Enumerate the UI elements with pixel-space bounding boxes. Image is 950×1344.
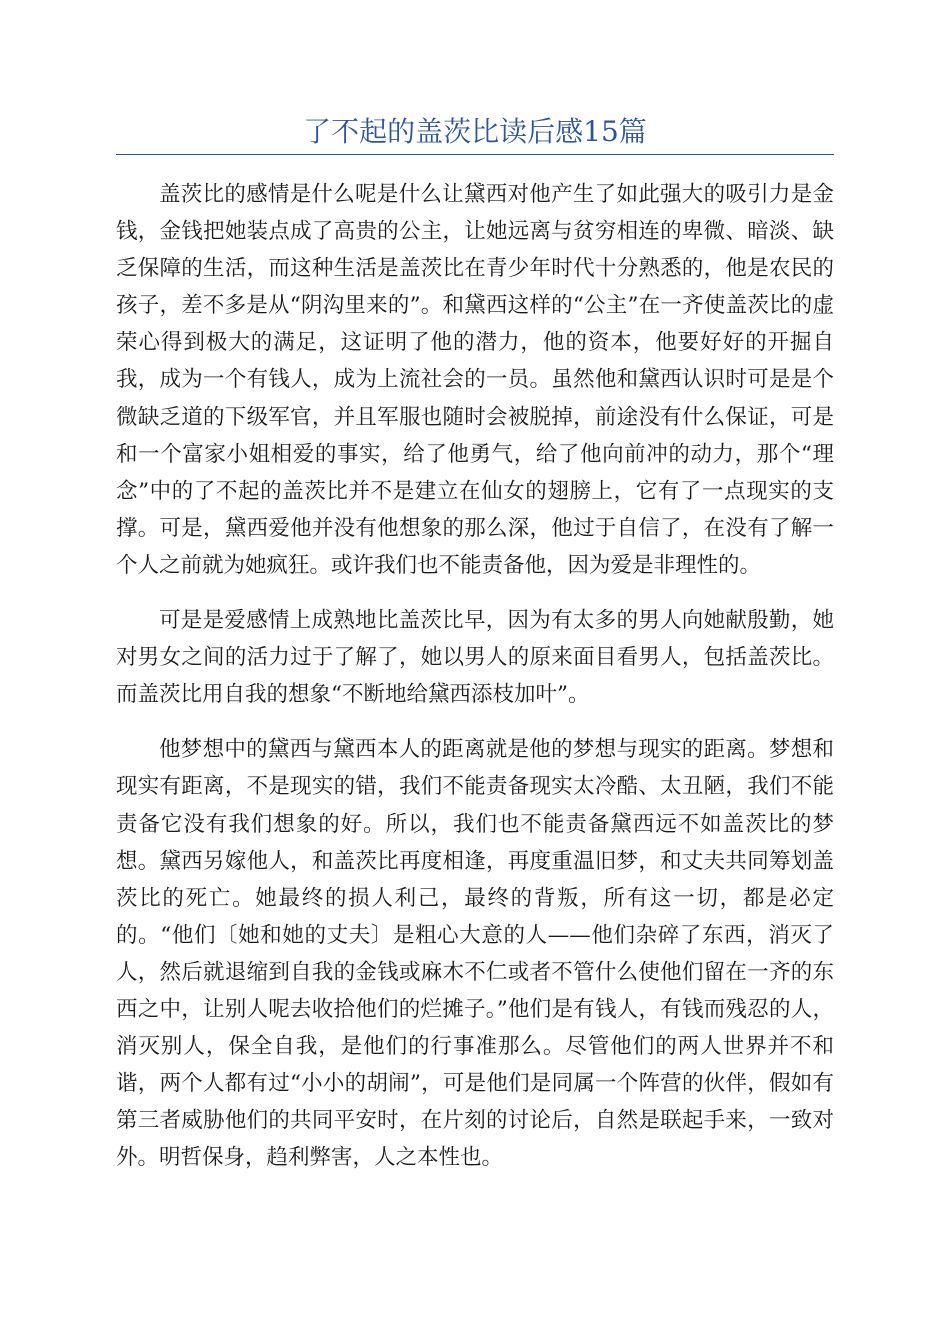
paragraph-2: 可是是爱感情上成熟地比盖茨比早，因为有太多的男人向她献殷勤，她对男女之间的活力过于了解了，她以男人的原来面目看男人，包括盖茨比。而盖茨比用自我的想象“不断地给黛西添枝加叶”。 [116, 608, 834, 708]
paragraph-3: 他梦想中的黛西与黛西本人的距离就是他的梦想与现实的距离。梦想和现实有距离，不是现实的错，我们不能责备现实太冷酷、太丑陋，我们不能责备它没有我们想象的好。所以，我们也不能责备黛西远不如盖茨比的梦想。黛西另嫁他人，和盖茨比再度相逢，再度重温旧梦，和丈夫共同筹划盖茨比的死亡。她最终的损人利己，最终的背叛，所有这一切，都是必定的。“他们〔她和她的丈夫〕是粗心大意的人——他们杂碎了东西，消灭了人，然后就退缩到自我的金钱或麻木不仁或者不管什么使他们留在一齐的东西之中，让别人呢去收拾他们的烂摊子。”他们是有钱人，有钱而残忍的人，消灭别人，保全自我，是他们的行事准那么。尽管他们的两人世界并不和谐，两个人都有过“小小的胡闹”，可是他们是同属一个阵营的伙伴，假如有第三者威胁他们的共同平安时，在片刻的讨论后，自然是联起手来，一致对外。明哲保身，趋利弊害，人之本性也。 [116, 737, 834, 1171]
document-body [116, 176, 834, 1194]
title-underline [116, 154, 834, 155]
page-title: 了不起的盖茨比读后感15篇 [303, 115, 647, 148]
paragraph-1: 盖茨比的感情是什么呢是什么让黛西对他产生了如此强大的吸引力是金钱，金钱把她装点成了高贵的公主，让她远离与贫穷相连的卑微、暗淡、缺乏保障的生活，而这种生活是盖茨比在青少年时代十分熟悉的，他是农民的孩子，差不多是从“阴沟里来的”。和黛西这样的“公主”在一齐使盖茨比的虚荣心得到极大的满足，这证明了他的潜力，他的资本，他要好好的开掘自我，成为一个有钱人，成为上流社会的一员。虽然他和黛西认识时可是是个微缺乏道的下级军官，并且军服也随时会被脱掉，前途没有什么保证，可是和一个富家小姐相爱的事实，给了他勇气，给了他向前冲的动力，那个“理念”中的了不起的盖茨比并不是建立在仙女的翅膀上，它有了一点现实的支撑。可是，黛西爱他并没有他想象的那么深，他过于自信了，在没有了解一个人之前就为她疯狂。或许我们也不能责备他，因为爱是非理性的。 [116, 182, 834, 578]
